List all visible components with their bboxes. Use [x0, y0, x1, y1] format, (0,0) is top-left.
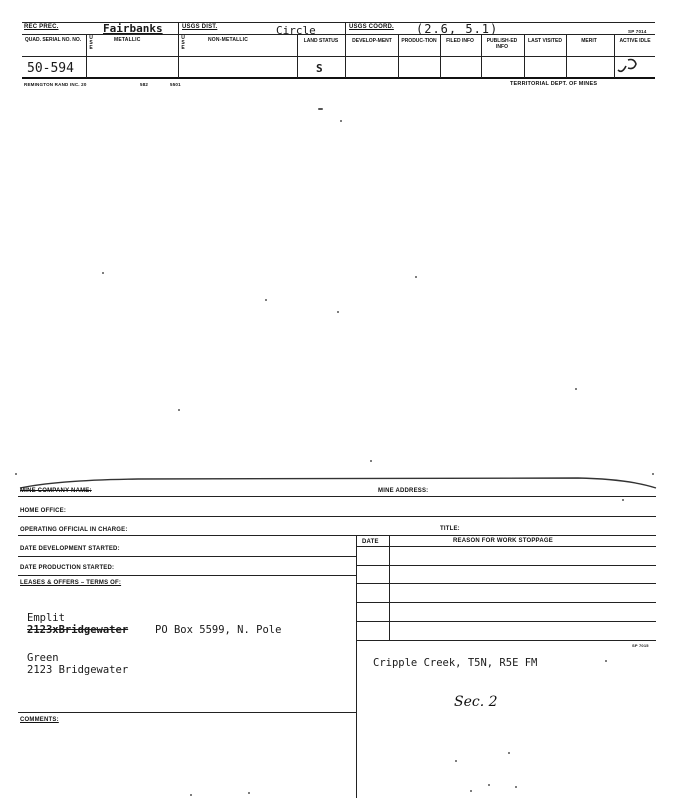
scan-speck [340, 120, 342, 122]
metallic-label: METALLIC [114, 37, 141, 43]
scan-speck [515, 786, 517, 788]
reason-rule-1 [356, 565, 656, 566]
form-number-bottom: SP 7015 [632, 643, 649, 648]
scan-speck [415, 276, 417, 278]
header-divider-7 [481, 34, 482, 78]
header-bottom-rule [22, 77, 655, 79]
lease-2-address: 2123 Bridgewater [27, 664, 129, 676]
header-divider-6 [440, 34, 441, 78]
date-production-label: DATE PRODUCTION STARTED: [20, 565, 115, 571]
date-column-left [356, 535, 357, 640]
reason-rule-5 [356, 640, 656, 641]
comments-rule [18, 712, 356, 713]
scan-speck [488, 784, 490, 786]
reason-column-label: REASON FOR WORK STOPPAGE [453, 538, 553, 544]
quad-serial-label: QUAD. SERIAL NO. NO. [24, 37, 82, 43]
leases-label: LEASES & OFFERS – TERMS OF: [20, 580, 122, 586]
reason-rule-2 [356, 583, 656, 584]
lease-1-address: PO Box 5599, N. Pole [155, 624, 282, 636]
header-row2-rule [22, 56, 655, 57]
reason-rule-0 [356, 546, 656, 547]
scan-speck [178, 409, 180, 411]
lease-1-struck-address: 2123xBridgewater [27, 624, 129, 636]
land-status-label: LAND STATUS [303, 38, 339, 44]
header-divider-1 [178, 22, 179, 78]
header-divider-4 [297, 34, 298, 78]
header-divider-5 [398, 34, 399, 78]
scan-speck [15, 473, 17, 475]
rec-prec-label: REC PREC. [24, 24, 59, 30]
published-info-label: PUBLISH-ED INFO [486, 38, 518, 50]
land-status-value: S [316, 62, 323, 75]
prod-rule [18, 575, 356, 576]
lease-1-name: Emplit [27, 612, 65, 624]
quad-serial-value: 50-594 [27, 61, 74, 76]
scan-speck [470, 790, 472, 792]
scan-speck [575, 388, 577, 390]
reason-rule-4 [356, 621, 656, 622]
remington-label: REMINGTON RAND INC. 20 [24, 82, 87, 87]
scan-speck [508, 752, 510, 754]
scan-speck [318, 108, 323, 110]
mine-company-label: MINE COMPANY NAME: [20, 488, 92, 494]
scan-speck [337, 311, 339, 313]
code-1: 582 [140, 82, 149, 87]
date-column-label: DATE [362, 539, 379, 545]
lower-center-divider [356, 640, 357, 798]
code-2: 5501 [170, 82, 181, 87]
header-divider-2 [345, 22, 346, 78]
reason-rule-3 [356, 602, 656, 603]
active-idle-label: ACTIVE IDLE [619, 38, 651, 44]
handwritten-section: Sec. 2 [454, 694, 498, 710]
usgs-dist-label: USGS DIST. [182, 24, 218, 30]
date-column-right [389, 535, 390, 640]
usgs-coord-value: (2.6, 5.1) [416, 22, 499, 36]
location-text: Cripple Creek, T5N, R5E FM [373, 657, 538, 669]
use-label-1: U S E [89, 35, 93, 51]
territorial-label: TERRITORIAL DEPT. OF MINES [510, 81, 598, 87]
scan-speck [265, 299, 267, 301]
scan-speck [190, 794, 192, 796]
filed-info-label: FILED INFO [446, 38, 474, 44]
scan-speck [455, 760, 457, 762]
nonmetallic-label: NON-METALLIC [208, 37, 249, 43]
header-divider-8 [524, 34, 525, 78]
use-label-2: U S E [181, 35, 185, 51]
date-development-label: DATE DEVELOPMENT STARTED: [20, 546, 120, 552]
official-rule [18, 535, 656, 536]
merit-label: MERIT [581, 38, 597, 44]
home-office-label: HOME OFFICE: [20, 508, 67, 514]
rec-prec-value: Fairbanks [103, 22, 163, 35]
scan-speck [248, 792, 250, 794]
active-idle-check-mark-icon [612, 56, 648, 76]
card-top-edge [18, 470, 658, 492]
company-rule [18, 496, 656, 497]
mine-address-label: MINE ADDRESS: [378, 488, 429, 494]
scan-speck [102, 272, 104, 274]
development-label: DEVELOP-MENT [352, 38, 392, 44]
usgs-dist-value: Circle [276, 24, 316, 37]
lease-2-name: Green [27, 652, 59, 664]
operating-official-label: OPERATING OFFICIAL IN CHARGE: [20, 527, 128, 533]
scan-speck [605, 660, 607, 662]
scan-speck [370, 460, 372, 462]
last-visited-label: LAST VISITED [528, 38, 562, 44]
title-label: TITLE: [440, 526, 460, 532]
home-office-rule [18, 516, 656, 517]
usgs-coord-label: USGS COORD. [349, 24, 394, 30]
comments-label: COMMENTS: [20, 717, 59, 723]
form-number-top: SP 7014 [628, 29, 647, 34]
header-divider-9 [566, 34, 567, 78]
production-label: PRODUC-TION [401, 38, 437, 44]
scan-speck [622, 499, 624, 501]
dev-rule [18, 556, 356, 557]
header-divider-3 [86, 34, 87, 78]
